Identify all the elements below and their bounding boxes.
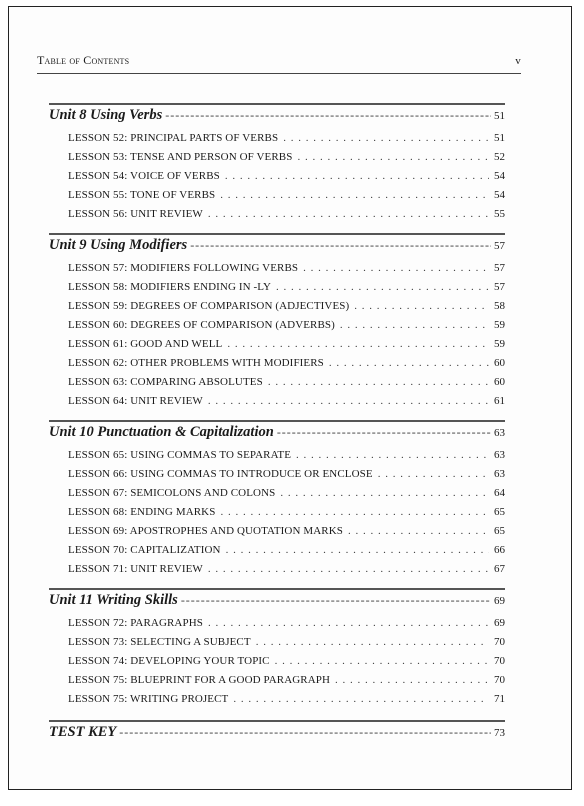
unit-divider xyxy=(49,720,505,722)
dot-leader xyxy=(275,655,489,667)
lesson-page-number: 66 xyxy=(494,544,505,556)
lesson-page-number: 60 xyxy=(494,357,505,369)
lesson-page-number: 52 xyxy=(494,151,505,163)
dot-leader xyxy=(378,468,489,480)
lesson-page-number: 59 xyxy=(494,319,505,331)
lesson-title: LESSON 75: BLUEPRINT FOR A GOOD PARAGRAPH xyxy=(68,674,331,686)
test-key-section xyxy=(49,720,505,748)
unit-page-number: 69 xyxy=(494,595,505,607)
unit-entry[interactable] xyxy=(49,424,505,448)
lesson-page-number: 60 xyxy=(494,376,505,388)
test-key-entry[interactable] xyxy=(49,724,505,748)
lesson-entry[interactable] xyxy=(68,525,505,544)
dash-leader xyxy=(181,593,491,608)
lesson-title: LESSON 60: DEGREES OF COMPARISON (ADVERBS) xyxy=(68,319,335,331)
unit-entry[interactable] xyxy=(49,237,505,261)
unit-section xyxy=(49,103,505,227)
dot-leader xyxy=(220,506,489,518)
lesson-title: LESSON 75: WRITING PROJECT xyxy=(68,693,229,705)
dot-leader xyxy=(225,170,489,182)
dot-leader xyxy=(354,300,489,312)
lesson-page-number: 59 xyxy=(494,338,505,350)
lesson-title: LESSON 70: CAPITALIZATION xyxy=(68,544,221,556)
dot-leader xyxy=(208,395,489,407)
dot-leader xyxy=(227,338,489,350)
unit-divider xyxy=(49,588,505,590)
lesson-title: LESSON 73: SELECTING A SUBJECT xyxy=(68,636,251,648)
lesson-page-number: 54 xyxy=(494,170,505,182)
unit-title: Unit 11 Writing Skills xyxy=(49,592,178,608)
unit-title: Unit 10 Punctuation & Capitalization xyxy=(49,424,274,440)
dot-leader xyxy=(208,617,489,629)
dot-leader xyxy=(226,544,489,556)
dot-leader xyxy=(256,636,489,648)
dot-leader xyxy=(208,563,489,575)
dot-leader xyxy=(297,151,489,163)
dot-leader xyxy=(276,281,489,293)
lesson-entry[interactable] xyxy=(68,636,505,655)
unit-section xyxy=(49,420,505,582)
lesson-entry[interactable] xyxy=(68,300,505,319)
lesson-title: LESSON 59: DEGREES OF COMPARISON (ADJECTIVES) xyxy=(68,300,350,312)
dash-leader xyxy=(119,725,491,740)
lesson-page-number: 61 xyxy=(494,395,505,407)
table-of-contents xyxy=(49,103,505,749)
unit-entry[interactable] xyxy=(49,592,505,616)
dash-leader xyxy=(165,108,491,123)
unit-entry[interactable] xyxy=(49,107,505,131)
lesson-entry[interactable] xyxy=(68,170,505,189)
lesson-title: LESSON 63: COMPARING ABSOLUTES xyxy=(68,376,263,388)
lesson-title: LESSON 52: PRINCIPAL PARTS OF VERBS xyxy=(68,132,279,144)
dash-leader xyxy=(190,238,491,253)
unit-divider xyxy=(49,103,505,105)
document-page xyxy=(8,6,572,790)
lesson-title: LESSON 66: USING COMMAS TO INTRODUCE OR ENCLOSE xyxy=(68,468,373,480)
test-key-title: TEST KEY xyxy=(49,724,117,740)
lesson-title: LESSON 64: UNIT REVIEW xyxy=(68,395,203,407)
lesson-page-number: 64 xyxy=(494,487,505,499)
lesson-title: LESSON 55: TONE OF VERBS xyxy=(68,189,216,201)
dot-leader xyxy=(303,262,489,274)
lesson-page-number: 69 xyxy=(494,617,505,629)
running-header xyxy=(37,53,521,68)
lesson-entry[interactable] xyxy=(68,132,505,151)
lesson-title: LESSON 69: APOSTROPHES AND QUOTATION MARKS xyxy=(68,525,343,537)
header-rule xyxy=(37,73,521,74)
lesson-page-number: 71 xyxy=(494,693,505,705)
lesson-title: LESSON 68: ENDING MARKS xyxy=(68,506,216,518)
dot-leader xyxy=(208,208,489,220)
lesson-entry[interactable] xyxy=(68,449,505,468)
lesson-page-number: 70 xyxy=(494,674,505,686)
lesson-page-number: 63 xyxy=(494,468,505,480)
lesson-page-number: 70 xyxy=(494,636,505,648)
lesson-entry[interactable] xyxy=(68,544,505,563)
unit-divider xyxy=(49,233,505,235)
lesson-title: LESSON 57: MODIFIERS FOLLOWING VERBS xyxy=(68,262,299,274)
lesson-title: LESSON 53: TENSE AND PERSON OF VERBS xyxy=(68,151,293,163)
header-title: Table of Contents xyxy=(37,53,130,67)
lesson-page-number: 54 xyxy=(494,189,505,201)
unit-section xyxy=(49,233,505,414)
dot-leader xyxy=(233,693,489,705)
dot-leader xyxy=(280,487,489,499)
lesson-entry[interactable] xyxy=(68,376,505,395)
lesson-entry[interactable] xyxy=(68,468,505,487)
lesson-entry[interactable] xyxy=(68,487,505,506)
test-key-page-number: 73 xyxy=(494,727,505,739)
lesson-entry[interactable] xyxy=(68,281,505,300)
lesson-title: LESSON 61: GOOD AND WELL xyxy=(68,338,223,350)
lesson-entry[interactable] xyxy=(68,189,505,208)
unit-title: Unit 9 Using Modifiers xyxy=(49,237,188,253)
lesson-list xyxy=(49,617,505,712)
lesson-entry[interactable] xyxy=(68,338,505,357)
lesson-entry[interactable] xyxy=(68,262,505,281)
dot-leader xyxy=(296,449,489,461)
lesson-list xyxy=(49,449,505,582)
dot-leader xyxy=(220,189,489,201)
lesson-page-number: 57 xyxy=(494,262,505,274)
lesson-title: LESSON 58: MODIFIERS ENDING IN -LY xyxy=(68,281,272,293)
lesson-title: LESSON 72: PARAGRAPHS xyxy=(68,617,203,629)
lesson-entry[interactable] xyxy=(68,506,505,525)
lesson-title: LESSON 65: USING COMMAS TO SEPARATE xyxy=(68,449,292,461)
lesson-entry[interactable] xyxy=(68,395,505,414)
lesson-list xyxy=(49,262,505,414)
lesson-entry[interactable] xyxy=(68,655,505,674)
lesson-title: LESSON 74: DEVELOPING YOUR TOPIC xyxy=(68,655,270,667)
dot-leader xyxy=(335,674,489,686)
lesson-page-number: 51 xyxy=(494,132,505,144)
lesson-entry[interactable] xyxy=(68,693,505,712)
lesson-entry[interactable] xyxy=(68,563,505,582)
lesson-title: LESSON 67: SEMICOLONS AND COLONS xyxy=(68,487,276,499)
lesson-title: LESSON 71: UNIT REVIEW xyxy=(68,563,203,575)
lesson-entry[interactable] xyxy=(68,319,505,338)
lesson-page-number: 65 xyxy=(494,525,505,537)
lesson-page-number: 70 xyxy=(494,655,505,667)
dot-leader xyxy=(283,132,489,144)
dash-leader xyxy=(277,425,491,440)
lesson-entry[interactable] xyxy=(68,617,505,636)
dot-leader xyxy=(268,376,489,388)
lesson-page-number: 63 xyxy=(494,449,505,461)
unit-page-number: 51 xyxy=(494,110,505,122)
lesson-page-number: 57 xyxy=(494,281,505,293)
lesson-entry[interactable] xyxy=(68,674,505,693)
unit-section xyxy=(49,588,505,712)
header-page-numeral: v xyxy=(515,55,521,67)
lesson-entry[interactable] xyxy=(68,357,505,376)
dot-leader xyxy=(329,357,489,369)
lesson-title: LESSON 62: OTHER PROBLEMS WITH MODIFIERS xyxy=(68,357,324,369)
lesson-page-number: 58 xyxy=(494,300,505,312)
lesson-list xyxy=(49,132,505,227)
dot-leader xyxy=(340,319,489,331)
unit-divider xyxy=(49,420,505,422)
dot-leader xyxy=(348,525,489,537)
lesson-page-number: 65 xyxy=(494,506,505,518)
lesson-title: LESSON 54: VOICE OF VERBS xyxy=(68,170,220,182)
lesson-title: LESSON 56: UNIT REVIEW xyxy=(68,208,203,220)
lesson-page-number: 67 xyxy=(494,563,505,575)
lesson-entry[interactable] xyxy=(68,208,505,227)
unit-page-number: 63 xyxy=(494,427,505,439)
lesson-page-number: 55 xyxy=(494,208,505,220)
unit-title: Unit 8 Using Verbs xyxy=(49,107,163,123)
lesson-entry[interactable] xyxy=(68,151,505,170)
unit-page-number: 57 xyxy=(494,240,505,252)
